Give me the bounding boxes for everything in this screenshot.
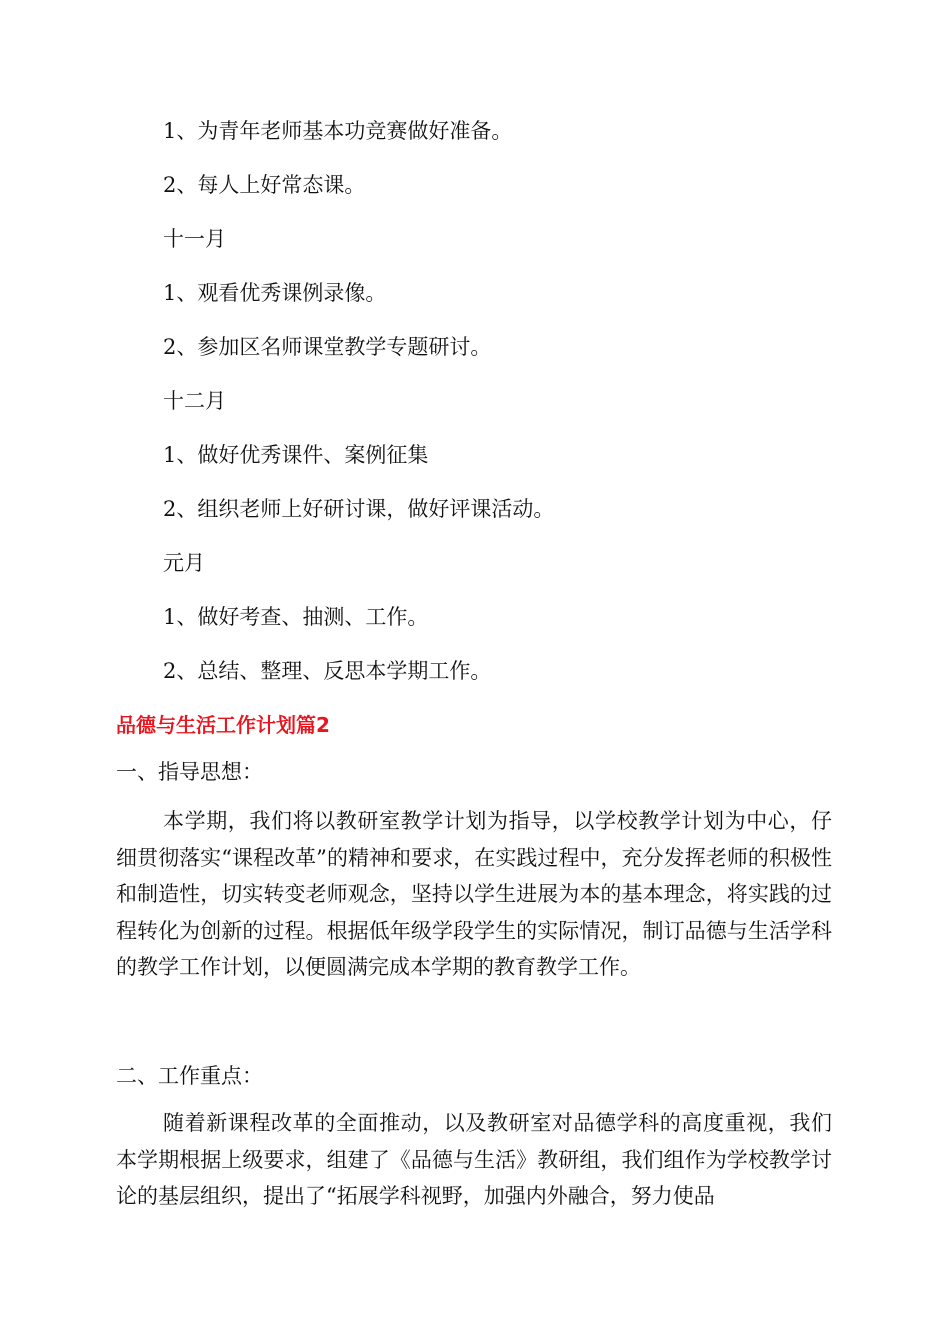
paragraph-work-focus: 随着新课程改革的全面推动，以及教研室对品德学科的高度重视，我们本学期根据上级要求，组建了《品德与生活》教研组，我们组作为学校教学讨论的基层组织，提出了“拓展学科视野，加强内外融合，努力使品 [116, 1111, 832, 1208]
list-item: 1、观看优秀课例录像。 [163, 281, 387, 305]
list-item: 2、总结、整理、反思本学期工作。 [163, 659, 492, 683]
month-heading: 十二月 [163, 389, 226, 413]
list-item: 2、每人上好常态课。 [163, 173, 366, 197]
list-item: 1、做好考查、抽测、工作。 [163, 605, 429, 629]
list-item: 2、参加区名师课堂教学专题研讨。 [163, 335, 492, 359]
month-heading: 元月 [163, 551, 205, 575]
list-item: 1、做好优秀课件、案例征集 [163, 443, 429, 467]
paragraph-guiding-ideology: 本学期，我们将以教研室教学计划为指导，以学校教学计划为中心，仔细贯彻落实“课程改革”的精神和要求，在实践过程中，充分发挥老师的积极性和制造性，切实转变老师观念，坚持以学生进展为本的基本理念，将实践的过程转化为创新的过程。根据低年级学段学生的实际情况，制订品德与生活学科的教学工作计划，以便圆满完成本学期的教育教学工作。 [116, 809, 832, 979]
list-item: 1、为青年老师基本功竞赛做好准备。 [163, 119, 513, 143]
month-heading: 十一月 [163, 227, 226, 251]
section-title: 品德与生活工作计划篇2 [116, 713, 330, 737]
subheading-work-focus: 二、工作重点： [116, 1064, 263, 1088]
subheading-guiding-ideology: 一、指导思想： [116, 760, 263, 784]
list-item: 2、组织老师上好研讨课，做好评课活动。 [163, 497, 555, 521]
